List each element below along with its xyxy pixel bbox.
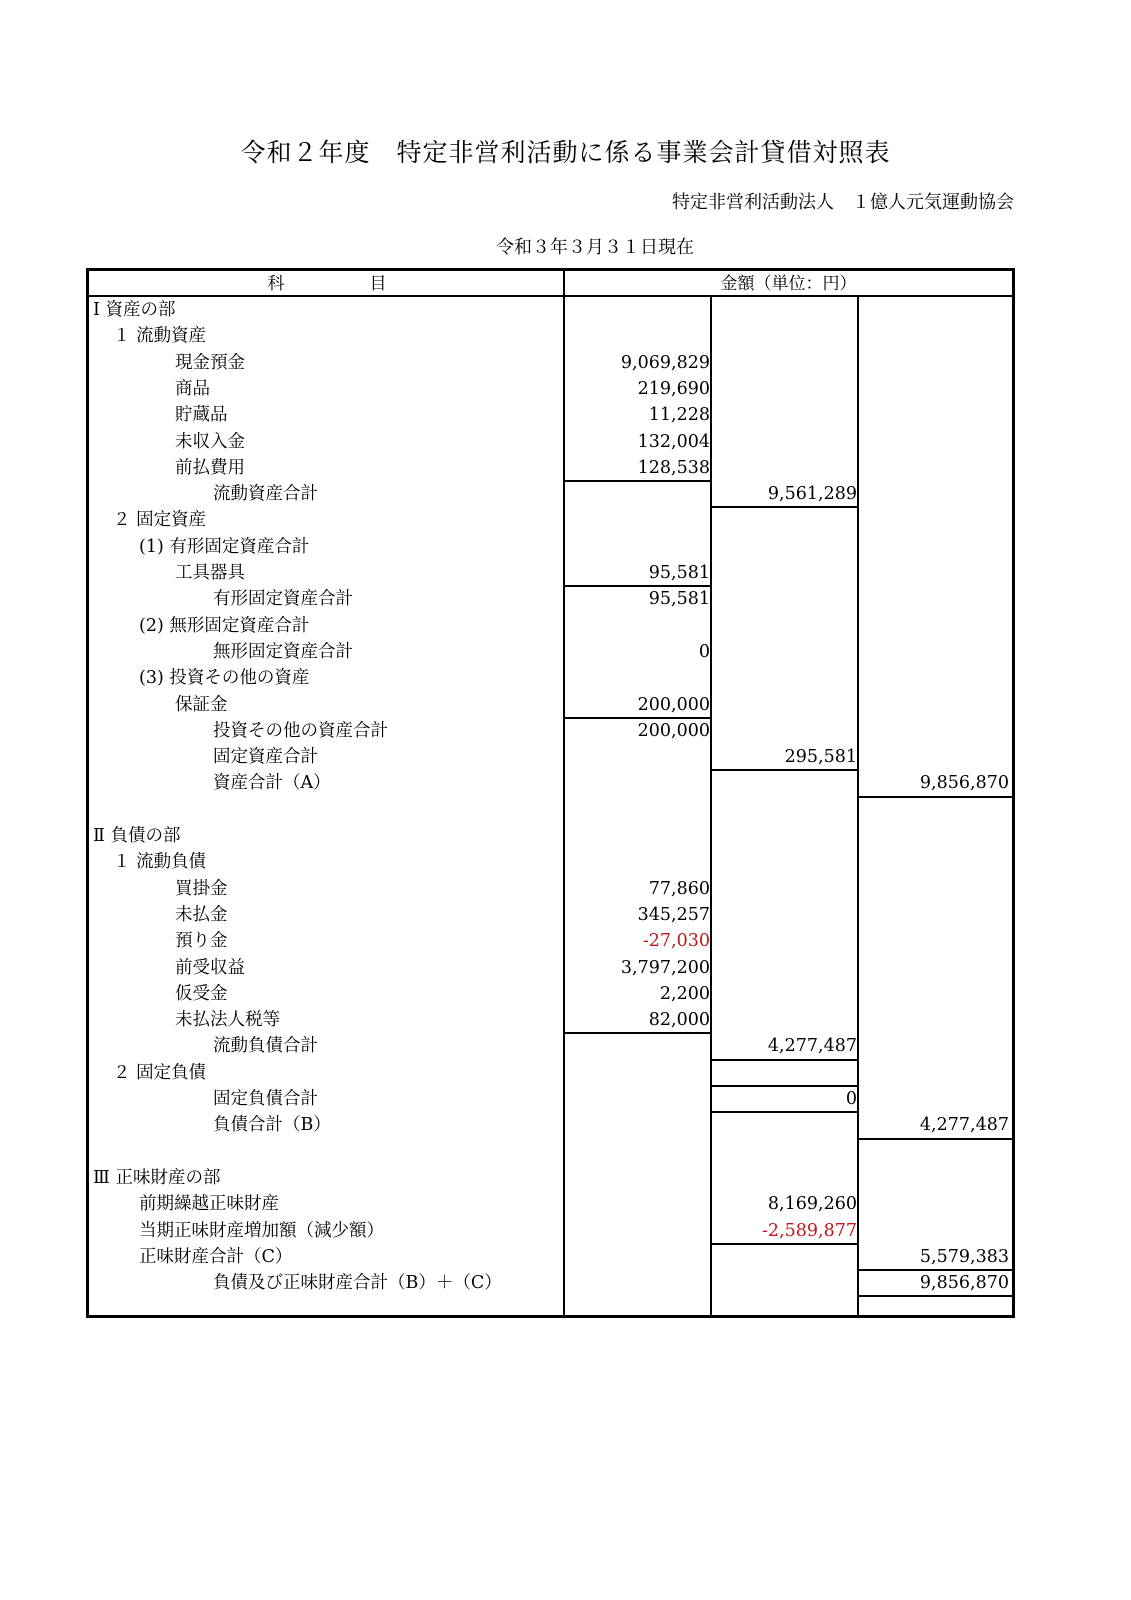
table-row [89, 797, 1012, 824]
row-label: 買掛金 [175, 878, 228, 899]
amount-c3: 5,579,383 [919, 1246, 1009, 1267]
amount-c1: -27,030 [642, 931, 710, 952]
row-label: Ⅰ 資産の部 [93, 300, 176, 320]
row-label: 固定資産合計 [213, 747, 318, 768]
table-row [89, 350, 1012, 377]
row-label: (1) 有形固定資産合計 [139, 536, 310, 557]
row-label: 投資その他の資産合計 [213, 720, 388, 741]
row-label: 負債及び正味財産合計（B）＋（C） [213, 1273, 502, 1294]
table-row [89, 455, 1012, 482]
final-total-rule [857, 1295, 1012, 1297]
row-label: １ 流動資産 [113, 326, 207, 347]
amount-c1: 132,004 [637, 431, 710, 452]
table-row [89, 376, 1012, 403]
as-of-date: 令和３年３月３１日現在 [496, 237, 694, 258]
amount-c2: 295,581 [784, 747, 857, 768]
row-label: 貯蔵品 [175, 405, 228, 426]
header-amount: 金額（単位：円） [720, 274, 857, 294]
row-label: (2) 無形固定資産合計 [139, 615, 310, 636]
amount-c2: -2,589,877 [762, 1220, 857, 1241]
row-label: 固定負債合計 [213, 1089, 318, 1109]
amount-c1: 77,860 [648, 878, 710, 899]
table-row [89, 1007, 1012, 1034]
balance-sheet-table [86, 268, 1015, 1318]
table-row [89, 297, 1012, 324]
row-label: 未収入金 [175, 431, 245, 452]
table-row [89, 981, 1012, 1008]
amount-c2: 9,561,289 [767, 484, 857, 505]
row-label: 預り金 [175, 931, 228, 952]
table-row [89, 902, 1012, 929]
table-row [89, 1165, 1012, 1192]
table-row [89, 692, 1012, 719]
row-label: 正味財産合計（C） [139, 1246, 293, 1267]
amount-c1: 82,000 [648, 1010, 710, 1031]
table-row [89, 1244, 1012, 1271]
row-label: 前受収益 [175, 957, 245, 978]
table-row [89, 718, 1012, 745]
amount-c1: 200,000 [637, 694, 710, 715]
amount-c1: 200,000 [637, 720, 710, 741]
page-title: 令和２年度 特定非営利活動に係る事業会計貸借対照表 [240, 138, 891, 167]
table-row [89, 1191, 1012, 1218]
amount-c1: 345,257 [637, 904, 710, 925]
amount-c3: 4,277,487 [919, 1115, 1009, 1136]
row-label: 無形固定資産合計 [213, 641, 353, 662]
row-label: 仮受金 [175, 983, 228, 1004]
amount-c1: 2,200 [659, 983, 710, 1004]
header-item: 科 目 [267, 274, 387, 294]
table-row [89, 429, 1012, 456]
row-label: Ⅲ 正味財産の部 [93, 1167, 221, 1188]
table-row [89, 507, 1012, 534]
row-label: １ 流動負債 [113, 852, 207, 873]
table-row [89, 955, 1012, 982]
amount-c3: 9,856,870 [919, 1273, 1009, 1294]
row-label: 流動負債合計 [213, 1036, 318, 1057]
table-row [89, 323, 1012, 350]
row-label: 未払金 [175, 904, 228, 925]
table-row [89, 849, 1012, 876]
table-row [89, 928, 1012, 955]
amount-c2: 4,277,487 [767, 1036, 857, 1057]
table-row [89, 402, 1012, 429]
table-row [89, 1060, 1012, 1087]
table-row [89, 639, 1012, 666]
amount-c1: 11,228 [648, 405, 710, 426]
table-row [89, 481, 1012, 508]
table-row [89, 1112, 1012, 1139]
table-row [89, 1139, 1012, 1166]
table-row [89, 770, 1012, 797]
table-row [89, 1033, 1012, 1060]
row-label: 負債合計（B） [213, 1115, 331, 1136]
table-row [89, 534, 1012, 561]
table-row [89, 1218, 1012, 1245]
amount-c1: 219,690 [637, 378, 710, 399]
row-label: 当期正味財産増加額（減少額） [139, 1220, 384, 1241]
row-label: Ⅱ 負債の部 [93, 826, 181, 846]
amount-c1: 128,538 [637, 457, 710, 478]
table-row [89, 823, 1012, 850]
amount-c2: 0 [845, 1089, 857, 1109]
row-label: (3) 投資その他の資産 [139, 668, 310, 689]
row-label: 前期繰越正味財産 [139, 1194, 279, 1215]
row-label: 流動資産合計 [213, 484, 318, 505]
table-row [89, 613, 1012, 640]
row-label: 保証金 [175, 694, 228, 715]
row-label: ２ 固定負債 [113, 1062, 207, 1083]
row-label: 商品 [175, 378, 210, 399]
amount-c2: 8,169,260 [767, 1194, 857, 1215]
table-row [89, 560, 1012, 587]
table-row [89, 744, 1012, 771]
amount-c1: 95,581 [648, 563, 710, 583]
row-label: 資産合計（A） [213, 773, 331, 794]
table-row [89, 876, 1012, 903]
table-row [89, 665, 1012, 692]
row-label: 前払費用 [175, 457, 245, 478]
amount-c1: 9,069,829 [620, 352, 710, 373]
row-label: 現金預金 [175, 352, 245, 373]
row-label: 工具器具 [175, 563, 245, 583]
table-row [89, 1270, 1012, 1297]
amount-c1: 95,581 [648, 589, 710, 610]
amount-c3: 9,856,870 [919, 773, 1009, 794]
row-label: ２ 固定資産 [113, 510, 207, 531]
amount-c1: 0 [698, 641, 710, 662]
table-row [89, 586, 1012, 613]
amount-c1: 3,797,200 [620, 957, 710, 978]
organization-name: 特定非営利活動法人 １億人元気運動協会 [672, 192, 1014, 213]
row-label: 未払法人税等 [175, 1010, 280, 1031]
table-row [89, 1086, 1012, 1113]
row-label: 有形固定資産合計 [213, 589, 353, 610]
